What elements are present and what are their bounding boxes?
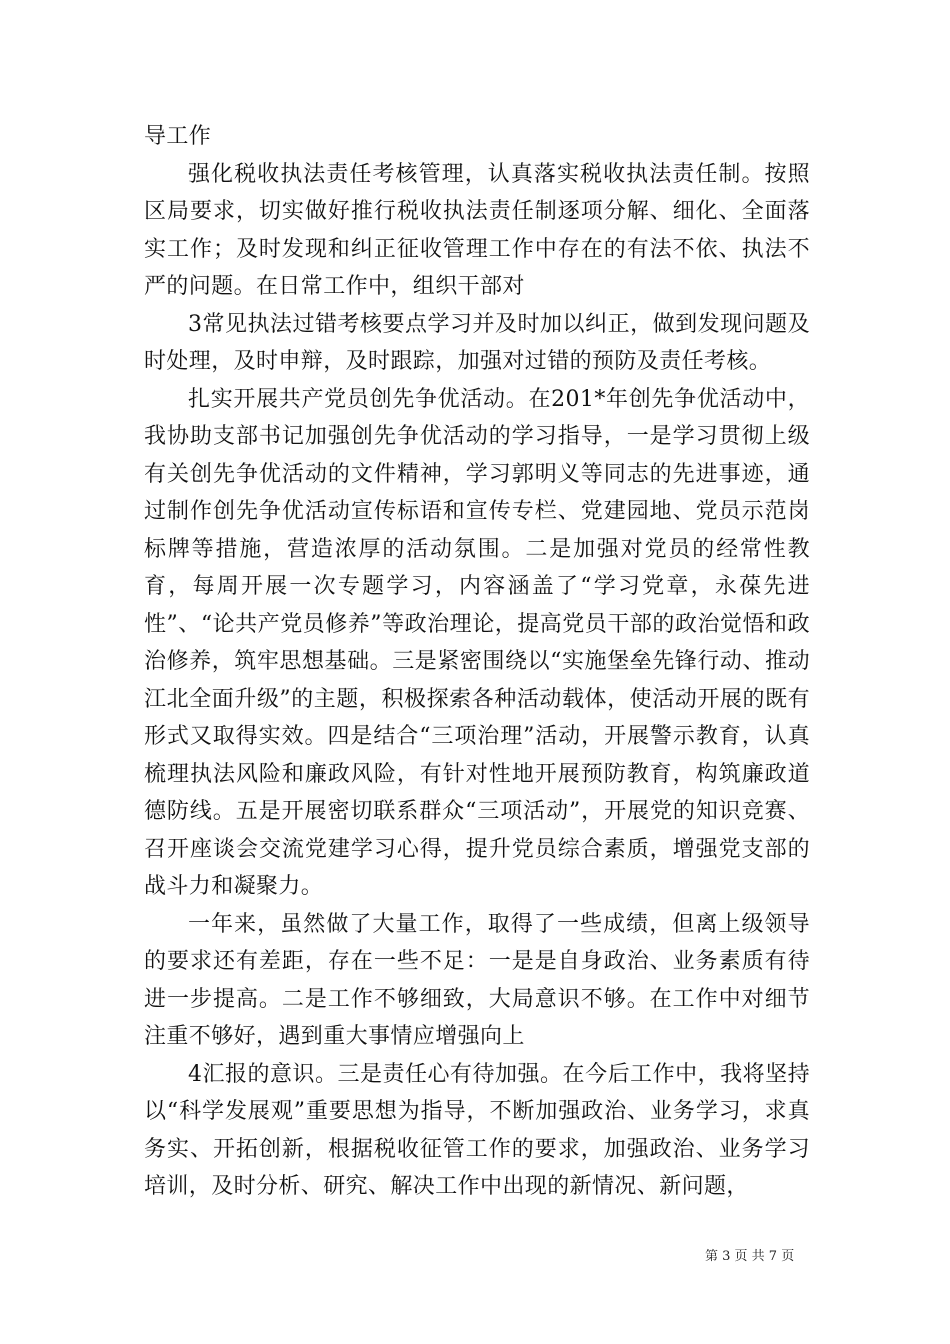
paragraph-6: 4汇报的意识。三是责任心有待加强。在今后工作中，我将坚持以“科学发展观”重要思想为指导，不断加强政治、业务学习，求真务实、开拓创新，根据税收征管工作的要求，加强政治、业务学习培训，及时分析、研究、解决工作中出现的新情况、新问题，	[144, 1061, 810, 1199]
paragraph-5: 一年来，虽然做了大量工作，取得了一些成绩，但离上级领导的要求还有差距，存在一些不足：一是是自身政治、业务素质有待进一步提高。二是工作不够细致，大局意识不够。在工作中对细节注重不够好，遇到重大事情应增强向上	[144, 911, 810, 1049]
paragraph-2: 强化税收执法责任考核管理，认真落实税收执法责任制。按照区局要求，切实做好推行税收执法责任制逐项分解、细化、全面落实工作；及时发现和纠正征收管理工作中存在的有法不依、执法不严的问题。在日常工作中，组织干部对	[144, 161, 810, 299]
paragraph-1: 导工作	[144, 124, 212, 149]
document-body	[144, 118, 810, 1206]
paragraph-3: 3常见执法过错考核要点学习并及时加以纠正，做到发现问题及时处理，及时申辩，及时跟踪，加强对过错的预防及责任考核。	[144, 311, 810, 374]
page-number: 第 3 页 共 7 页	[705, 1249, 795, 1264]
paragraph-4: 扎实开展共产党员创先争优活动。在201*年创先争优活动中，我协助支部书记加强创先争优活动的学习指导，一是学习贯彻上级有关创先争优活动的文件精神，学习郭明义等同志的先进事迹，通过制作创先争优活动宣传标语和宣传专栏、党建园地、党员示范岗标牌等措施，营造浓厚的活动氛围。二是加强对党员的经常性教育，每周开展一次专题学习，内容涵盖了“学习党章，永葆先进性”、“论共产党员修养”等政治理论，提高党员干部的政治觉悟和政治修养，筑牢思想基础。三是紧密围绕以“实施堡垒先锋行动、推动江北全面升级”的主题，积极探索各种活动载体，使活动开展的既有形式又取得实效。四是结合“三项治理”活动，开展警示教育，认真梳理执法风险和廉政风险，有针对性地开展预防教育，构筑廉政道德防线。五是开展密切联系群众“三项活动”，开展党的知识竞赛、召开座谈会交流党建学习心得，提升党员综合素质，增强党支部的战斗力和凝聚力。	[144, 386, 810, 899]
